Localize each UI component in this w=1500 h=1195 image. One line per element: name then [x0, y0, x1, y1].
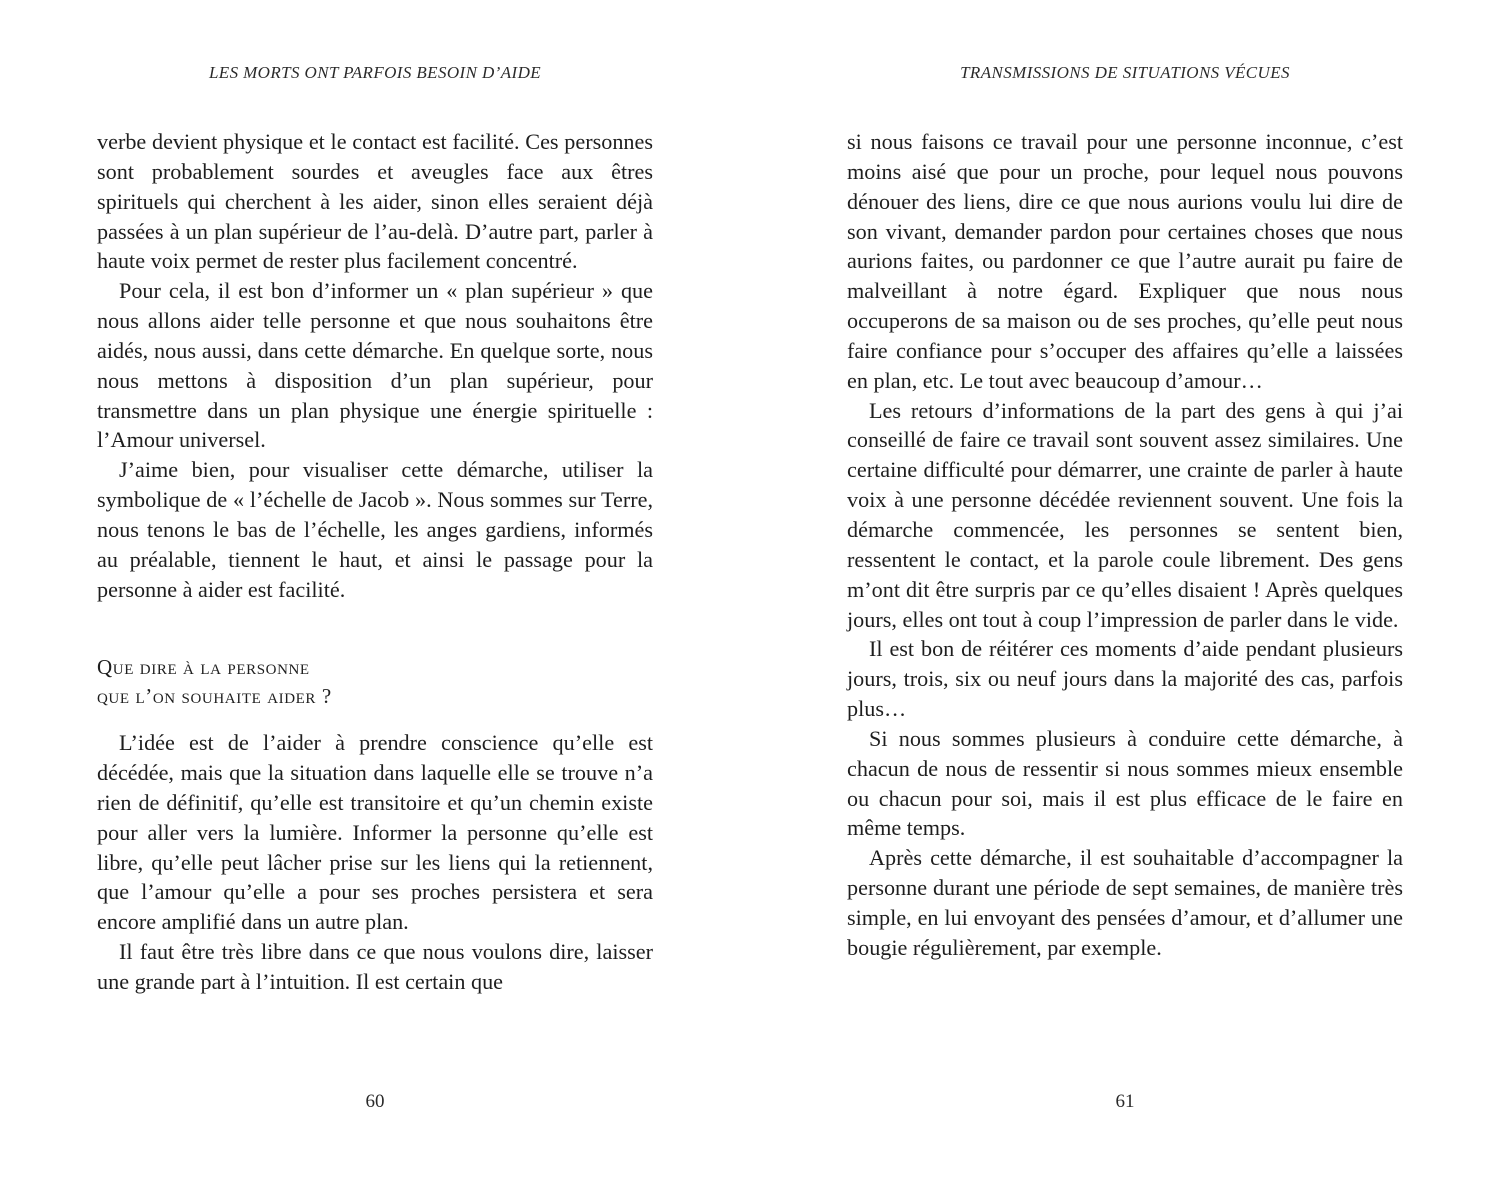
left-page [97, 0, 653, 1195]
section-heading-line-1: Que dire à la personne [97, 654, 310, 679]
paragraph: Si nous sommes plusieurs à conduire cette démarche, à chacun de nous de ressentir si nous sommes mieux ensemble ou chacun pour soi, mais il est plus efficace de le faire en même temps. [847, 725, 1403, 841]
paragraph: J’aime bien, pour visualiser cette démarche, utiliser la symbolique de « l’échelle de Jacob ». Nous sommes sur Terre, nous tenons le bas de l’échelle, les anges gardiens, informés au préalable, tiennent le haut, et ainsi le passage pour la personne à aider est facilité. [97, 457, 653, 602]
paragraph: verbe devient physique et le contact est facilité. Ces personnes sont probablement sourdes et aveugles face aux êtres spirituels qui cherchent à les aider, sinon elles seraient déjà passées à un plan supérieur de l’au-delà. D’autre part, parler à haute voix permet de rester plus facilement concentré. [97, 129, 653, 274]
section-heading [97, 653, 653, 713]
paragraph: L’idée est de l’aider à prendre conscience qu’elle est décédée, mais que la situation dans laquelle elle se trouve n’a rien de définitif, qu’elle est transitoire et qu’un chemin existe pour aller vers la lumière. Informer la personne qu’elle est libre, qu’elle peut lâcher prise sur les liens qui la retiennent, que l’amour qu’elle a pour ses proches persistera et sera encore amplifié dans un autre plan. [97, 730, 653, 935]
right-page-body [847, 127, 1403, 963]
paragraph: Il faut être très libre dans ce que nous voulons dire, laisser une grande part à l’intuition. Il est certain que [97, 939, 653, 994]
paragraph: Pour cela, il est bon d’informer un « plan supérieur » que nous allons aider telle personne et que nous souhaitons être aidés, nous aussi, dans cette démarche. En quelque sorte, nous nous mettons à disposition d’un plan supérieur, pour transmettre dans un plan physique une énergie spirituelle : l’Amour universel. [97, 278, 653, 453]
page-number-left: 60 [365, 1091, 385, 1112]
paragraph: Après cette démarche, il est souhaitable d’accompagner la personne durant une période de sept semaines, de manière très simple, en lui envoyant des pensées d’amour, et d’allumer une bougie régulièrement, par exemple. [847, 845, 1403, 960]
paragraph: si nous faisons ce travail pour une personne inconnue, c’est moins aisé que pour un proche, pour lequel nous pouvons dénouer des liens, dire ce que nous aurions voulu lui dire de son vivant, demander pardon pour certaines choses que nous aurions faites, ou pardonner ce que l’autre aurait pu faire de malveillant à notre égard. Expliquer que nous nous occuperons de sa maison ou de ses proches, qu’elle peut nous faire confiance pour s’occuper des affaires qu’elle a laissées en plan, etc. Le tout avec beaucoup d’amour… [847, 129, 1403, 393]
left-page-body [97, 127, 653, 997]
section-heading-line-2: que l’on souhaite aider ? [97, 684, 332, 709]
paragraph: Les retours d’informations de la part des gens à qui j’ai conseillé de faire ce travail sont souvent assez similaires. Une certaine difficulté pour démarrer, une crainte de parler à haute voix à une personne décédée reviennent souvent. Une fois la démarche commencée, les personnes se sentent bien, ressentent le contact, et la parole coule librement. Des gens m’ont dit être surpris par ce qu’elles disaient ! Après quelques jours, elles ont tout à coup l’impression de parler dans le vide. [847, 397, 1403, 632]
running-head-right: TRANSMISSIONS DE SITUATIONS VÉCUES [960, 63, 1290, 82]
paragraph: Il est bon de réitérer ces moments d’aide pendant plusieurs jours, trois, six ou neuf jours dans la majorité des cas, parfois plus… [847, 636, 1403, 722]
right-page [847, 0, 1403, 1195]
running-head-left: LES MORTS ONT PARFOIS BESOIN D’AIDE [208, 63, 542, 82]
page-number-right: 61 [1115, 1091, 1135, 1112]
